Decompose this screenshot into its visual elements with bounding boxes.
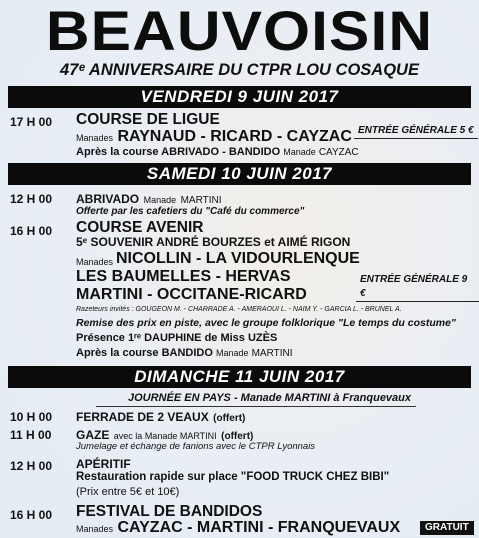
remise-des-prix: Remise des prix en piste, avec le groupe folklorique "Le temps du costume" <box>76 317 456 329</box>
apres-course-sam: Après la course BANDIDO Manade MARTINI <box>76 347 293 359</box>
day-banner-samedi: SAMEDI 10 JUIN 2017 <box>8 163 471 185</box>
razeteurs-invites: Razeteurs invités : GOUGEON M. - CHARRADE A. - AMERAOUI L. - NAIM Y. - GARCIA L. - BRUNEL A. <box>76 306 402 313</box>
gratuit-badge: GRATUIT <box>420 521 474 535</box>
prix-line: (Prix entre 5€ et 10€) <box>76 486 180 498</box>
event-aperitif: APÉRITIF <box>76 457 131 471</box>
time-11h: 11 H 00 <box>10 428 52 442</box>
time-12h-sam: 12 H 00 <box>10 192 53 206</box>
manades-line2-sam: LES BAUMELLES - HERVAS <box>76 268 291 285</box>
time-16h-sam: 16 H 00 <box>10 224 53 238</box>
event-festival-bandidos: FESTIVAL DE BANDIDOS <box>76 503 263 520</box>
event-course-avenir: COURSE AVENIR <box>76 219 204 236</box>
poster-subtitle: 47ᵉ ANNIVERSAIRE DU CTPR LOU COSAQUE <box>60 61 419 79</box>
manades-line-dim: Manades CAYZAC - MARTINI - FRANQUEVAUX <box>76 519 401 536</box>
day-banner-vendredi: VENDREDI 9 JUIN 2017 <box>8 86 471 108</box>
entree-generale-5: ENTRÉE GÉNÉRALE 5 € <box>354 124 478 139</box>
offerte-cafetiers: Offerte par les cafetiers du "Café du commerce" <box>76 206 305 217</box>
time-16h-dim: 16 H 00 <box>10 508 53 522</box>
manades-label-sam: Manades <box>76 257 114 267</box>
event-gaze: GAZE avec la Manade MARTINI (offert) <box>76 428 254 442</box>
presence-dauphine: Présence 1ʳᵉ DAUPHINE de Miss UZÈS <box>76 332 278 344</box>
journee-en-pays: JOURNÉE EN PAYS - Manade MARTINI à Franquevaux <box>128 392 412 404</box>
apres-course-ven: Après la course ABRIVADO - BANDIDO Manade CAYZAC <box>76 146 359 158</box>
event-course-ligue: COURSE DE LIGUE <box>76 111 220 128</box>
time-10h: 10 H 00 <box>10 410 53 424</box>
journee-underline <box>96 406 416 407</box>
time-12h-dim: 12 H 00 <box>10 459 53 473</box>
day-banner-dimanche: DIMANCHE 11 JUIN 2017 <box>8 366 471 388</box>
manades-line1-sam: NICOLLIN - LA VIDOURLENQUE <box>116 250 360 267</box>
restauration-line: Restauration rapide sur place "FOOD TRUCK CHEZ BIBI" <box>76 471 390 483</box>
manades-line3-sam: MARTINI - OCCITANE-RICARD <box>76 286 307 303</box>
jumelage-line: Jumelage et échange de fanions avec le CTPR Lyonnais <box>76 441 316 452</box>
event-ferrade: FERRADE DE 2 VEAUX (offert) <box>76 410 246 424</box>
souvenir-line: 5ᵉ SOUVENIR ANDRÉ BOURZES et AIMÉ RIGON <box>76 235 351 249</box>
time-17h: 17 H 00 <box>10 115 53 129</box>
poster-title: BEAUVOISIN <box>45 0 434 62</box>
event-abrivado: ABRIVADO Manade MARTINI <box>76 192 222 206</box>
entree-generale-9: ENTRÉE GÉNÉRALE 9 € <box>356 273 479 302</box>
manades-line-ven: Manades RAYNAUD - RICARD - CAYZAC <box>76 128 352 145</box>
